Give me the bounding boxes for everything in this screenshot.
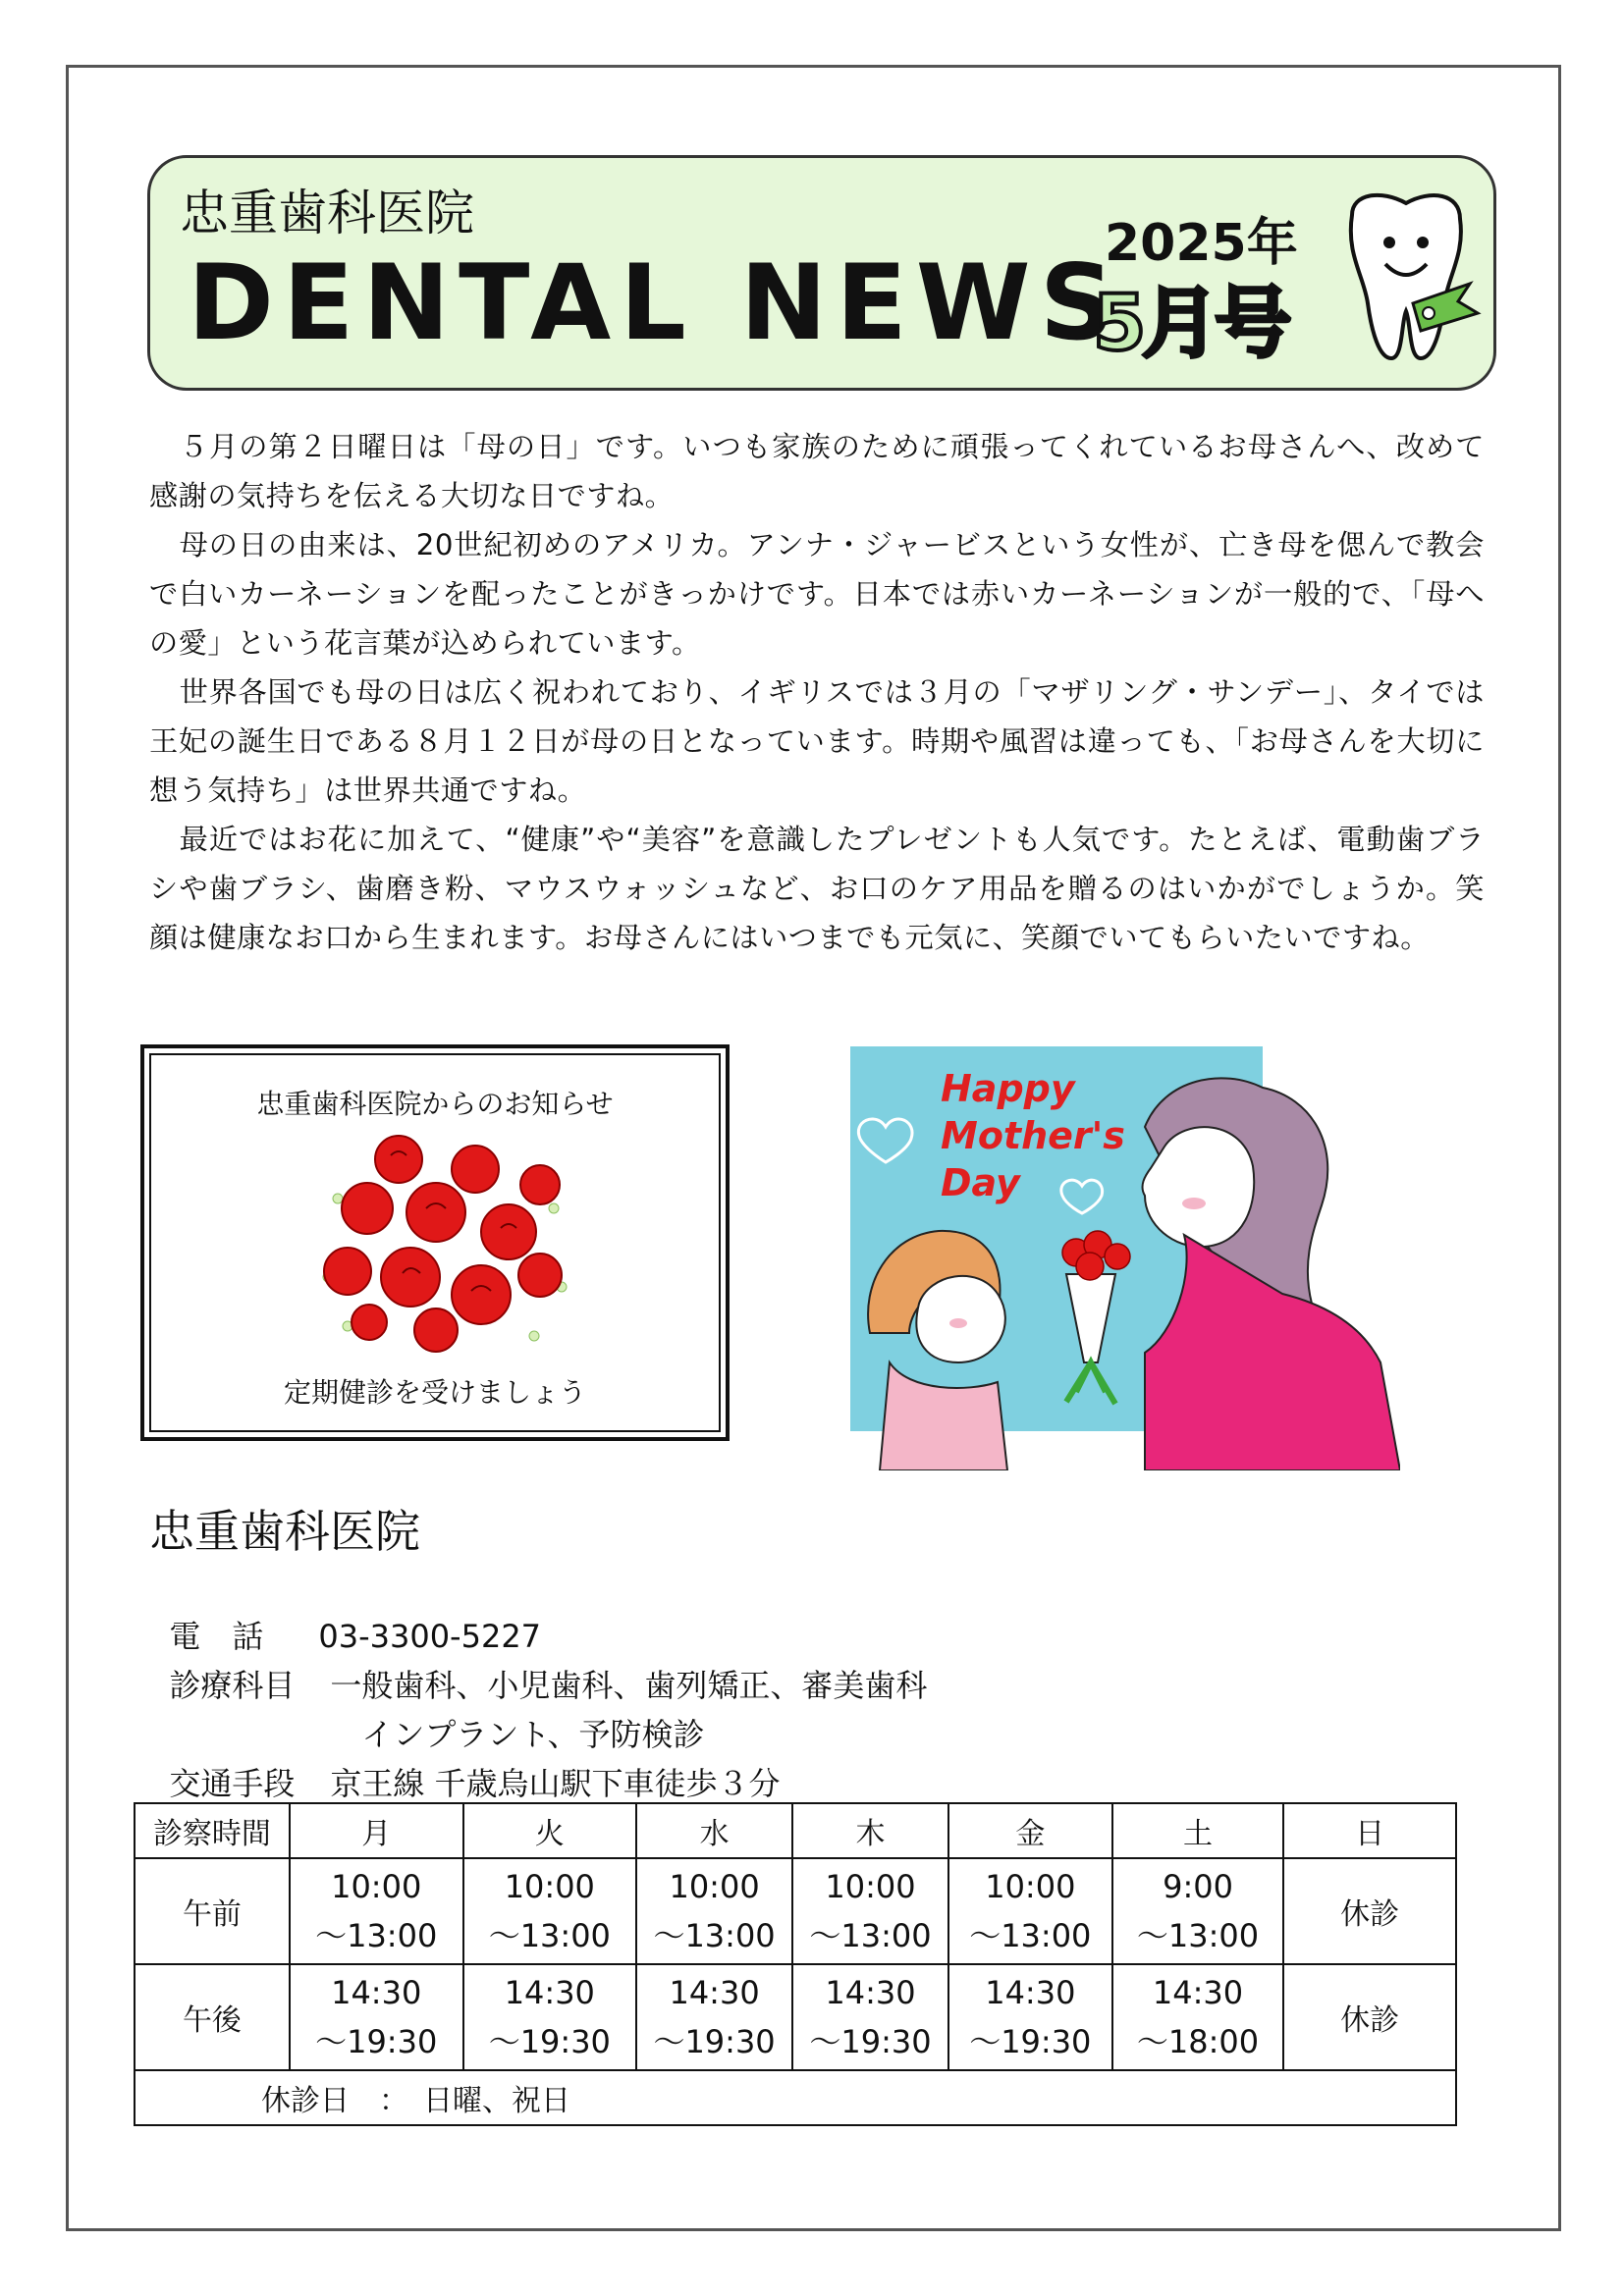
row-label-afternoon: 午後 <box>135 1964 290 2070</box>
table-cell <box>792 1964 948 2070</box>
table-cell <box>792 1858 948 1964</box>
issue-month: 5月号 <box>1093 280 1288 368</box>
close-time: ～19:30 <box>315 2023 438 2060</box>
notice-caption: 定期健診を受けましょう <box>283 1376 586 1409</box>
row-label-morning: 午前 <box>135 1858 290 1964</box>
access-info: 京王線 千歳烏山駅下車徒歩３分 <box>330 1765 781 1802</box>
open-time: 9:00 <box>1163 1868 1233 1905</box>
article-paragraph: ５月の第２日曜日は「母の日」です。いつも家族のために頑張ってくれているお母さんへ、改めて感謝の気持ちを伝える大切な日ですね。 <box>149 430 1485 512</box>
table-cell <box>463 1858 637 1964</box>
sunday-closed: 休診 <box>1283 1964 1456 2070</box>
table-cell <box>948 1964 1112 2070</box>
close-time: ～13:00 <box>969 1917 1092 1954</box>
notice-box <box>140 1044 730 1441</box>
close-time: ～19:30 <box>969 2023 1092 2060</box>
table-cell <box>290 1858 463 1964</box>
open-time: 14:30 <box>504 1974 595 2011</box>
departments-label: 診療科目 <box>169 1667 296 1704</box>
hours-table <box>134 1802 1457 2126</box>
open-time: 14:30 <box>825 1974 916 2011</box>
table-row <box>135 1964 1456 2070</box>
close-time: ～13:00 <box>315 1917 438 1954</box>
table-footer-row <box>135 2070 1456 2125</box>
mothers-day-illustration <box>850 1039 1400 1470</box>
open-time: 14:30 <box>669 1974 760 2011</box>
table-header-cell: 診察時間 <box>135 1803 290 1858</box>
close-time: ～19:30 <box>809 2023 932 2060</box>
access-label: 交通手段 <box>169 1765 296 1802</box>
close-time: ～18:00 <box>1136 2023 1260 2060</box>
close-time: ～13:00 <box>488 1917 611 1954</box>
table-header-cell: 水 <box>636 1803 792 1858</box>
table-header-cell: 金 <box>948 1803 1112 1858</box>
table-header-cell: 火 <box>463 1803 637 1858</box>
notice-title: 忠重歯科医院からのお知らせ <box>256 1088 614 1120</box>
open-time: 10:00 <box>825 1868 916 1905</box>
day-text: Day <box>941 1161 1020 1204</box>
close-time: ～13:00 <box>1136 1917 1260 1954</box>
table-header-cell: 月 <box>290 1803 463 1858</box>
table-header-cell: 日 <box>1283 1803 1456 1858</box>
article-paragraph: 母の日の由来は、20世紀初めのアメリカ。アンナ・ジャービスという女性が、亡き母を偲んで教会で白いカーネーションを配ったことがきっかけです。日本では赤いカーネーションが一般的で、「母への愛」という花言葉が込められています。 <box>149 528 1485 660</box>
departments-line1: 一般歯科、小児歯科、歯列矯正、審美歯科 <box>330 1667 928 1704</box>
red-carnation-bouquet-icon <box>308 1130 579 1356</box>
access-row <box>149 1722 781 1804</box>
table-cell <box>463 1964 637 2070</box>
contact-clinic-name: 忠重歯科医院 <box>149 1505 420 1558</box>
mothers-text: Mother's <box>941 1114 1125 1157</box>
open-time: 14:30 <box>1152 1974 1244 2011</box>
open-time: 14:30 <box>985 1974 1076 2011</box>
close-time: ～13:00 <box>809 1917 932 1954</box>
table-header-row <box>135 1803 1456 1858</box>
header-clinic-name: 忠重歯科医院 <box>180 185 474 241</box>
article-paragraph: 世界各国でも母の日は広く祝われており、イギリスでは３月の「マザリング・サンデー」、タイでは王妃の誕生日である８月１２日が母の日となっています。時期や風習は違っても、「お母さんを大切に想う気持ち」は世界共通ですね。 <box>149 675 1485 807</box>
open-time: 10:00 <box>331 1868 422 1905</box>
article-body <box>149 422 1485 962</box>
happy-text: Happy <box>941 1067 1075 1110</box>
open-time: 10:00 <box>985 1868 1076 1905</box>
sunday-closed: 休診 <box>1283 1858 1456 1964</box>
closed-days-note: 休診日 ： 日曜、祝日 <box>135 2070 1456 2125</box>
table-row <box>135 1858 1456 1964</box>
open-time: 10:00 <box>504 1868 595 1905</box>
close-time: ～19:30 <box>488 2023 611 2060</box>
table-cell <box>1112 1964 1284 2070</box>
table-header-cell: 土 <box>1112 1803 1284 1858</box>
open-time: 14:30 <box>331 1974 422 2011</box>
table-header-cell: 木 <box>792 1803 948 1858</box>
smiling-tooth-icon <box>1323 186 1489 372</box>
table-cell <box>636 1964 792 2070</box>
phone-label: 電 話 <box>169 1618 264 1655</box>
newsletter-header <box>147 155 1496 391</box>
close-time: ～13:00 <box>653 1917 776 1954</box>
notice-inner-frame <box>149 1053 721 1432</box>
close-time: ～19:30 <box>653 2023 776 2060</box>
table-cell <box>948 1858 1112 1964</box>
article-paragraph: 最近ではお花に加えて、“健康”や“美容”を意識したプレゼントも人気です。たとえば、電動歯ブラシや歯ブラシ、歯磨き粉、マウスウォッシュなど、お口のケア用品を贈るのはいかがでしょうか。笑顔は健康なお口から生まれます。お母さんにはいつまでも元気に、笑顔でいてもらいたいですね。 <box>149 823 1485 954</box>
table-cell <box>1112 1858 1284 1964</box>
table-cell <box>636 1858 792 1964</box>
newsletter-title: DENTAL NEWS <box>188 242 1124 363</box>
phone-number[interactable]: 03-3300-5227 <box>318 1618 542 1655</box>
issue-year: 2025年 <box>1105 214 1298 273</box>
table-cell <box>290 1964 463 2070</box>
departments-line2: インプラント、予防検診 <box>361 1716 705 1753</box>
open-time: 10:00 <box>669 1868 760 1905</box>
